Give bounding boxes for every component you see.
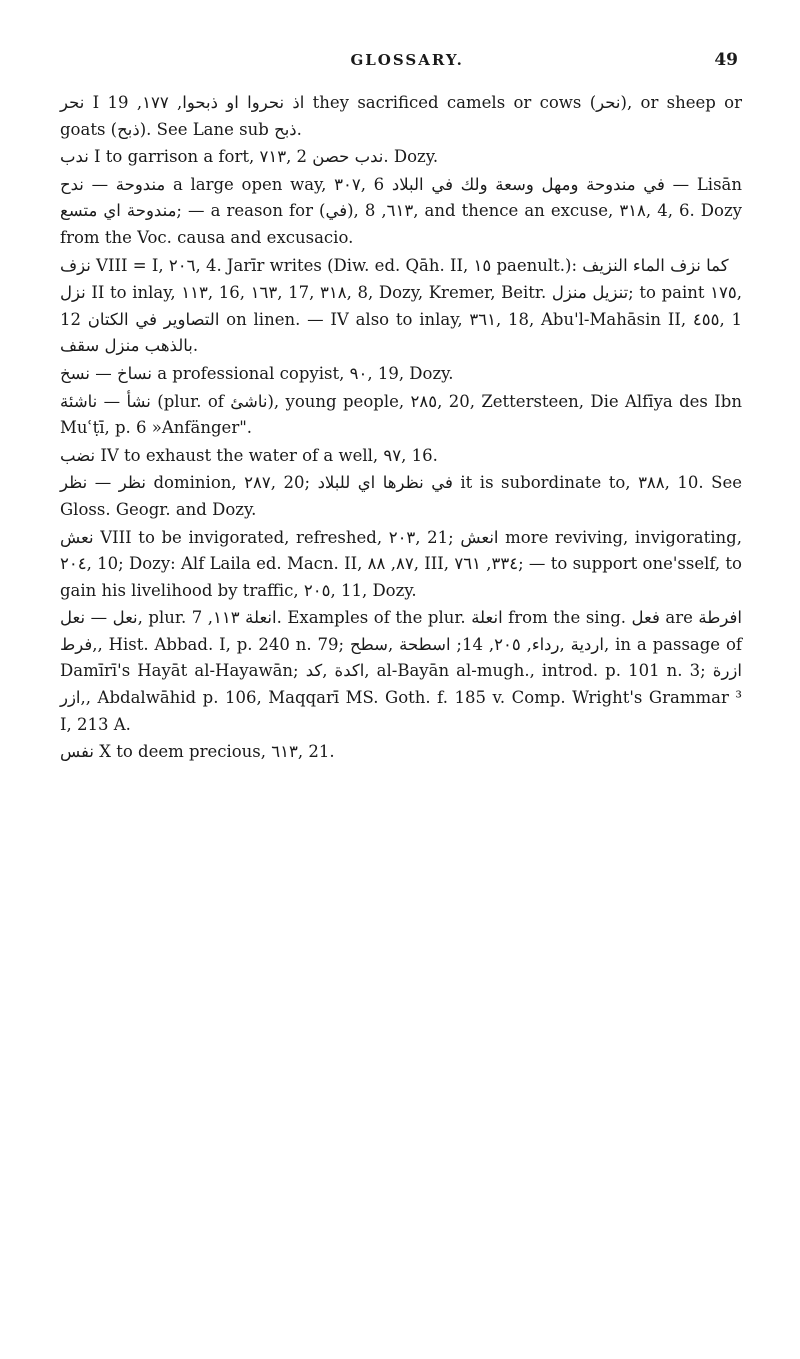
glossary-entry-naasha: ﻧﻌﺶ VIII to be invigorated, refreshed, ٢٠٣, 21; ﺍﻧﻌﺶ more reviving, invigorating, ٢٠٤, 10; Dozy: Alf Laila ed. Macn. II, ٨٧, ٨٨, III, ٣٣٤, ٧٦١; — to support one'sself, to gain his livelihood by traffic, ٢٠٥, 11, Dozy. bbox=[60, 527, 742, 600]
page-number: 49 bbox=[714, 50, 738, 70]
glossary-entry-nazara: ﻧﻈﺮ — ﻧﻈﺮ dominion, ٢٨٧, 20; ﻓﻲ ﻧﻈﺮﻫﺎ ﺍﻱ ﻟﻠﺒﻠﺎﺩ it is subordinate to, ٣٨٨, 10. See Gloss. Geogr. and Dozy. bbox=[60, 473, 742, 519]
page-header bbox=[60, 50, 742, 84]
glossary-entry-nazala: ﻧﺰﻝ II to inlay, ١١٣, 16, ١٦٣, 17, ٣١٨, 8, Dozy, Kremer, Beitr. ﺗﻨﺰﻳﻞ ﻣﻨﺰﻝ; to paint ١٧٥, 12 ﺍﻟﺘﺼﺎﻭﻳﺮ ﻓﻲ ﺍﻟﻜﺘﺎﻥ on linen. — IV also to inlay, ٣٦١, 18, Abu'l-Mahāsin II, ٤٥٥, 1 ﺑﺎﻟﺬﻫﺐ ﻣﻨﺰﻝ ﺳﻘﻒ. bbox=[60, 283, 742, 356]
glossary-entry-nadaba: ﻧﺪﺏ I to garrison a fort, ٧١٣, 2 ﻧﺪﺏ ﺣﺼﻦ. Dozy. bbox=[60, 147, 439, 167]
glossary-entry-nadaha: ﻣﻨﺪﻭﺣﺔ — ﻧﺪﺡ a large open way, ٣٠٧, 6 ﻓﻲ ﻣﻨﺪﻭﺣﺔ ﻭﻣﻬﻞ ﻭﺳﻌﺔ ﻭﻟﻚ ﻓﻲ ﺍﻟﺒﻠﺎﺩ — Lisān ﻣﻨﺪﻭﺣﺔ ﺍﻱ ﻣﺘﺴﻊ; — a reason for (ﻓﻲ), ٦١٣, 8, and thence an excuse, ٣١٨, 4, 6. Dozy from the Voc. causa and excusacio. bbox=[60, 174, 742, 247]
glossary-entry-nazafa: ﻧﺰﻑ VIII = I, ٢٠٦, 4. Jarīr writes (Diw. ed. Qāh. II, ١٥ paenult.): ﻛﻤﺎ ﻧﺰﻑ ﺍﻟﻤﺎﺀ ﺍﻟﻨﺰﻳﻒ bbox=[60, 255, 729, 275]
glossary-entry-nasakha: ﻧﺴﺎﺥ — ﻧﺴﺦ a professional copyist, ٩٠, 19, Dozy. bbox=[60, 363, 454, 383]
glossary-entry-nahara: ﻧﺤﺮ I ﺍﺫ ﻧﺤﺮﻭﺍ ﺍﻭ ﺫﺑﺤﻮﺍ, ١٧٧, 19 they sacrificed camels or cows (ﻧﺤﺮ), or sheep or goats (ﺫﺑﺢ). See Lane sub ﺫﺑﺢ. bbox=[60, 93, 742, 139]
glossary-entries bbox=[60, 90, 742, 766]
running-title: GLOSSARY. bbox=[350, 51, 464, 69]
glossary-entry-naal: ﻧﻌﻞ — ﻧﻌﻞ, plur. ﺍﻧﻌﻠﺔ ١١٣, 7. Examples of the plur. ﺍﻧﻌﻠﺔ from the sing. ﻓﻌﻞ are ﺍﻓﺮﻃﺔ ,ﻓﺮﻁ, Hist. Abbad. I, p. 240 n. 79; ﺍﺭﺩﻳﺔ ,ﺭﺩﺍﺀ, ٢٠٥, 14; ﺍﺳﻄﺤﺔ ,ﺳﻄﺢ, in a passage of Damīrī's Hayāt al-Hayawān; ﺍﻛﺪﺓ ,ﻛﺪ, al-Bayān al-mugh., introd. p. 101 n. 3; ﺍﺯﺭﺓ ,ﺍﺯﺭ, Abdalwāhid p. 106, Maqqarī MS. Goth. f. 185 v. Comp. Wright's Grammar ³ I, 213 A. bbox=[60, 608, 742, 734]
glossary-entry-nafisa: ﻧﻔﺲ X to deem precious, ٦١٣, 21. bbox=[60, 742, 335, 762]
glossary-entry-nadaba-iv: ﻧﻀﺐ IV to exhaust the water of a well, ٩٧, 16. bbox=[60, 445, 438, 465]
glossary-entry-nasha: ﻧﺸﺄ — ﻧﺎﺷﺌﺔ (plur. of ﻧﺎﺷﺊ), young people, ٢٨٥, 20, Zettersteen, Die Alfīya des Ibn Muʿṭī, p. 6 »Anfänger". bbox=[60, 391, 742, 438]
